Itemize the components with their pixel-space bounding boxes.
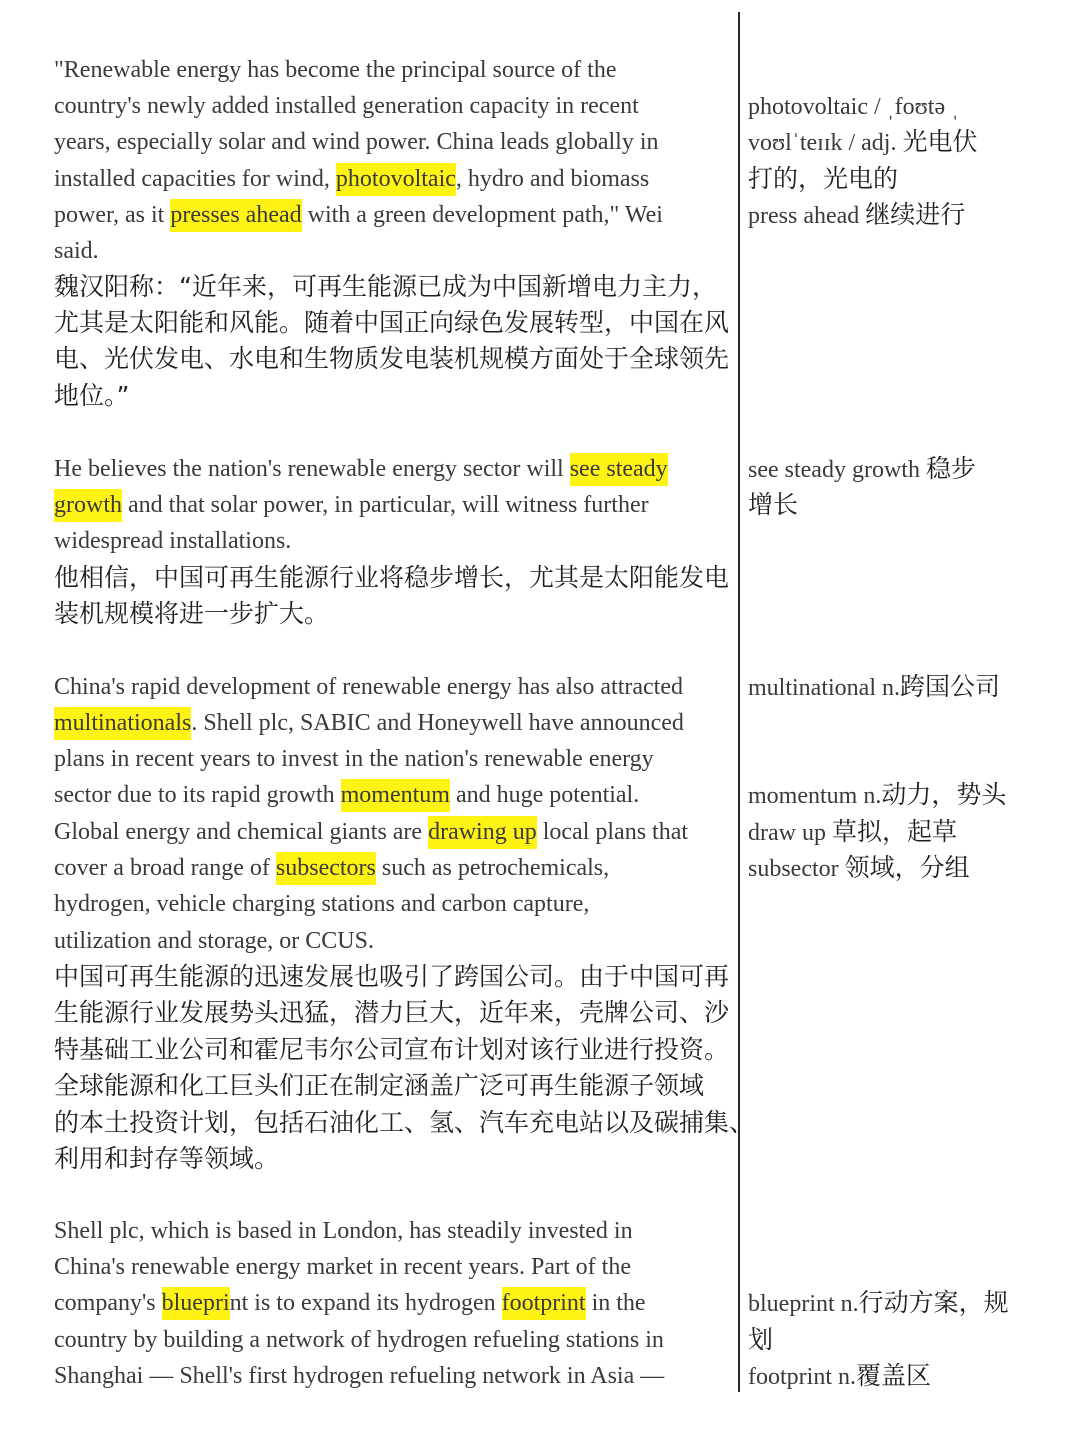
p1-english-line: "Renewable energy has become the principal source of the — [54, 57, 617, 83]
vocab-note-blueprint: 划 — [748, 1325, 774, 1354]
p3-english-line: Global energy and chemical giants are drawing up local plans that — [54, 814, 688, 850]
highlight-photovoltaic: photovoltaic — [336, 163, 456, 196]
p4-english-line: Shell plc, which is based in London, has steadily invested in — [54, 1218, 633, 1244]
highlight-subsectors: subsectors — [276, 852, 376, 885]
p2-english-line: widespread installations. — [54, 528, 292, 554]
p2-chinese-line: 装机规模将进一步扩大。 — [54, 599, 330, 628]
p3-chinese-line: 中国可再生能源的迅速发展也吸引了跨国公司。由于中国可再 — [54, 962, 730, 991]
p1-chinese-line: 电、光伏发电、水电和生物质发电装机规模方面处于全球领先 — [54, 344, 730, 373]
p3-chinese-line: 生能源行业发展势头迅猛，潜力巨大，近年来，壳牌公司、沙 — [54, 998, 730, 1027]
vocab-note-see-steady-growth: 增长 — [748, 490, 799, 519]
p1-english-line: installed capacities for wind, photovoltaic, hydro and biomass — [54, 161, 649, 197]
p2-chinese-line: 他相信，中国可再生能源行业将稳步增长，尤其是太阳能发电 — [54, 563, 730, 592]
p3-english-line: cover a broad range of subsectors such as petrochemicals, — [54, 850, 609, 886]
highlight-multinationals: multinationals — [54, 707, 191, 740]
p3-chinese-line: 全球能源和化工巨头们正在制定涵盖广泛可再生能源子领域 — [54, 1071, 705, 1100]
p3-english-line: plans in recent years to invest in the nation's renewable energy — [54, 746, 654, 772]
vocab-note-photovoltaic: photovoltaic / ˌfoʊtə ˌ — [748, 94, 960, 120]
highlight-blueprint: bluepri — [162, 1287, 230, 1320]
p3-english-line: sector due to its rapid growth momentum and huge potential. — [54, 777, 639, 813]
highlight-momentum: momentum — [341, 779, 450, 812]
p2-english-line: growth and that solar power, in particular, will witness further — [54, 487, 649, 523]
highlight-drawing-up: drawing up — [428, 816, 537, 849]
p4-english-line: company's blueprint is to expand its hydrogen footprint in the — [54, 1285, 646, 1321]
p1-chinese-line: 魏汉阳称：“近年来，可再生能源已成为中国新增电力主力， — [54, 272, 717, 301]
vocab-note-footprint: footprint n.覆盖区 — [748, 1361, 932, 1390]
vocab-note-momentum: momentum n.动力，势头 — [748, 780, 1007, 809]
p3-english-line: hydrogen, vehicle charging stations and carbon capture, — [54, 891, 590, 917]
highlight-growth: growth — [54, 489, 122, 522]
p2-english-line: He believes the nation's renewable energy sector will see steady — [54, 451, 668, 487]
vocab-note-multinational: multinational n.跨国公司 — [748, 672, 1000, 701]
p4-english-line: country by building a network of hydrogen refueling stations in — [54, 1327, 664, 1353]
p3-chinese-line: 利用和封存等领域。 — [54, 1144, 280, 1173]
p1-english-line: years, especially solar and wind power. China leads globally in — [54, 129, 659, 155]
highlight-footprint: footprint — [502, 1287, 586, 1320]
p1-chinese-line: 尤其是太阳能和风能。随着中国正向绿色发展转型，中国在风 — [54, 308, 730, 337]
p4-english-line: China's renewable energy market in recent years. Part of the — [54, 1254, 631, 1280]
p3-chinese-line: 特基础工业公司和霍尼韦尔公司宣布计划对该行业进行投资。 — [54, 1035, 730, 1064]
vocab-note-subsector: subsector 领域，分组 — [748, 853, 970, 882]
vocab-note-photovoltaic: voʊlˈteɪɪk / adj. 光电伏 — [748, 127, 978, 156]
vocab-note-photovoltaic: 打的，光电的 — [748, 164, 899, 193]
highlight-see-steady: see steady — [570, 453, 668, 486]
p3-english-line: multinationals. Shell plc, SABIC and Honeywell have announced — [54, 705, 684, 741]
vocab-note-press-ahead: press ahead 继续进行 — [748, 200, 966, 229]
p3-english-line: utilization and storage, or CCUS. — [54, 928, 374, 954]
p1-english-line: said. — [54, 238, 99, 264]
p1-chinese-line: 地位。” — [54, 381, 130, 410]
column-divider — [738, 12, 740, 1392]
vocab-note-see-steady-growth: see steady growth 稳步 — [748, 454, 976, 483]
p3-chinese-line: 的本土投资计划，包括石油化工、氢、汽车充电站以及碳捕集、 — [54, 1108, 755, 1137]
vocab-note-draw-up: draw up 草拟，起草 — [748, 817, 957, 846]
p3-english-line: China's rapid development of renewable energy has also attracted — [54, 674, 683, 700]
vocab-note-blueprint: blueprint n.行动方案，规 — [748, 1288, 1009, 1317]
p1-english-line: country's newly added installed generation capacity in recent — [54, 93, 639, 119]
p1-english-line: power, as it presses ahead with a green development path," Wei — [54, 197, 663, 233]
p4-english-line: Shanghai — Shell's first hydrogen refueling network in Asia — — [54, 1363, 665, 1389]
highlight-presses-ahead: presses ahead — [170, 199, 301, 232]
